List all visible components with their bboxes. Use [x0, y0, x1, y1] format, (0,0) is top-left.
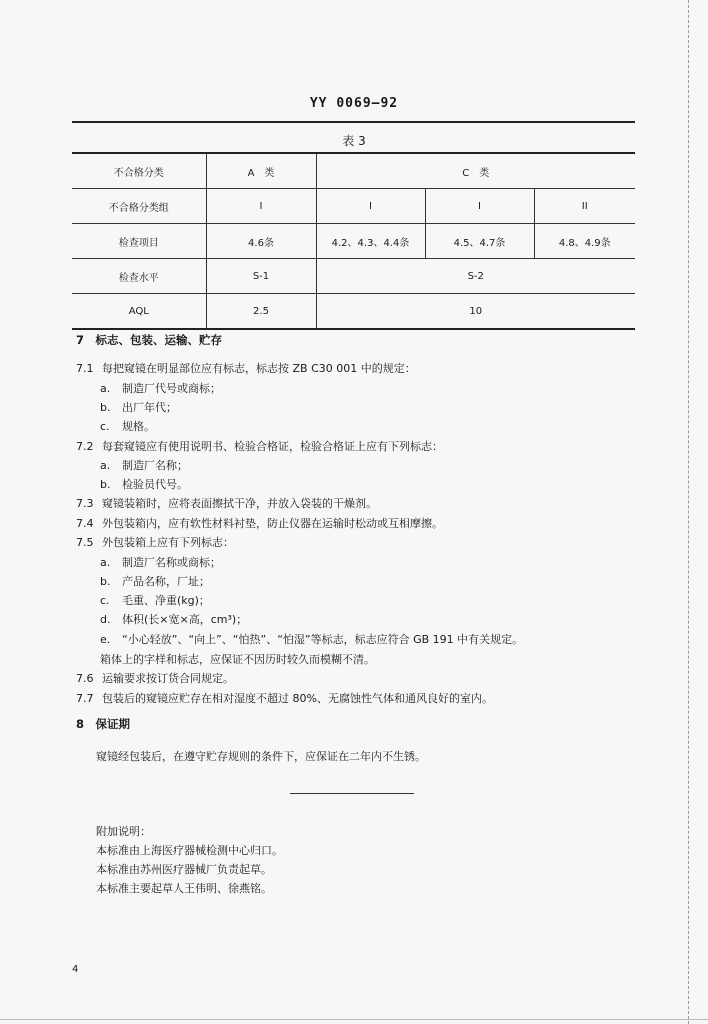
table-cell: 4.5、4.7条 [425, 224, 534, 259]
item-label: e. [100, 633, 111, 646]
clause-7-7 [76, 690, 493, 706]
list-item [100, 380, 221, 396]
clause-number: 7.2 [76, 440, 94, 453]
table-cell: 4.2、4.3、4.4条 [316, 224, 425, 259]
item-label: b. [100, 478, 111, 491]
bottom-rule [0, 1019, 708, 1020]
clause-7-2 [76, 438, 443, 454]
table-row [72, 224, 635, 259]
clause-7-5-note: 箱体上的字样和标志，应保证不因历时较久而模糊不清。 [100, 653, 375, 666]
table-cell: 10 [316, 294, 635, 330]
item-text: 制造厂代号或商标； [122, 382, 221, 395]
appendix-line: 本标准由苏州医疗器械厂负责起草。 [96, 863, 272, 876]
table-cell: A 类 [206, 153, 316, 189]
table-cell: 4.8、4.9条 [534, 224, 635, 259]
table-cell: 2.5 [206, 294, 316, 330]
list-item [100, 611, 247, 627]
list-item [100, 418, 155, 434]
table-cell: S-1 [206, 259, 316, 294]
item-text: 规格。 [122, 420, 155, 433]
table-cell: AQL [72, 294, 206, 330]
page-number: 4 [72, 964, 79, 975]
table-cell: S-2 [316, 259, 635, 294]
item-text: 制造厂名称； [122, 459, 188, 472]
item-label: c. [100, 594, 110, 607]
clause-text: 每套窥镜应有使用说明书、检验合格证，检验合格证上应有下列标志： [102, 440, 443, 453]
item-label: b. [100, 575, 111, 588]
list-item [100, 399, 177, 415]
section-8-text: 窥镜经包装后，在遵守贮存规则的条件下，应保证在二年内不生锈。 [96, 750, 426, 763]
item-label: b. [100, 401, 111, 414]
section-7-title: 7 标志、包装、运输、贮存 [76, 333, 223, 347]
item-label: c. [100, 420, 110, 433]
clause-text: 包装后的窥镜应贮存在相对湿度不超过 80%、无腐蚀性气体和通风良好的室内。 [102, 692, 493, 705]
page-edge-line [688, 0, 689, 1024]
clause-text: 每把窥镜在明显部位应有标志，标志按 ZB C30 001 中的规定： [102, 362, 416, 375]
clause-text: 窥镜装箱时，应将表面擦拭干净，并放入袋装的干燥剂。 [102, 497, 377, 510]
item-label: a. [100, 459, 111, 472]
table-row [72, 189, 635, 224]
table-row [72, 259, 635, 294]
list-item [100, 592, 210, 608]
section-8-title: 8 保证期 [76, 717, 131, 731]
table-row [72, 153, 635, 189]
header-rule [72, 121, 635, 123]
clause-number: 7.5 [76, 536, 94, 549]
item-text: “小心轻放”、“向上”、“怕热”、“怕湿”等标志，标志应符合 GB 191 中有关规定。 [122, 633, 524, 646]
standard-number: YY 0069—92 [309, 96, 399, 111]
clause-number: 7.6 [76, 672, 94, 685]
appendix-line: 本标准由上海医疗器械检测中心归口。 [96, 844, 283, 857]
table-cell: I [425, 189, 534, 224]
table-cell: 检查项目 [72, 224, 206, 259]
item-label: a. [100, 382, 111, 395]
table-caption: 表 3 [342, 134, 366, 148]
item-label: a. [100, 556, 111, 569]
item-text: 体积(长×宽×高，cm³)； [122, 613, 248, 626]
sampling-table [72, 152, 635, 330]
item-text: 制造厂名称或商标； [122, 556, 221, 569]
clause-7-6 [76, 670, 234, 686]
table-cell: I [206, 189, 316, 224]
clause-number: 7.3 [76, 497, 94, 510]
clause-number: 7.4 [76, 517, 94, 530]
clause-7-4 [76, 515, 443, 531]
table-cell: I [316, 189, 425, 224]
clause-text: 运输要求按订货合同规定。 [102, 672, 234, 685]
clause-7-3 [76, 495, 377, 511]
list-item [100, 554, 221, 570]
list-item [100, 476, 188, 492]
appendix-line: 本标准主要起草人王伟明、徐燕铭。 [96, 882, 272, 895]
item-text: 产品名称，厂址； [122, 575, 210, 588]
table-cell: 4.6条 [206, 224, 316, 259]
item-text: 出厂年代； [122, 401, 177, 414]
table-cell: 检查水平 [72, 259, 206, 294]
table-cell: 不合格分类 [72, 153, 206, 189]
item-text: 检验员代号。 [122, 478, 188, 491]
table-cell: C 类 [316, 153, 635, 189]
clause-text: 外包装箱上应有下列标志： [102, 536, 234, 549]
divider [290, 793, 414, 794]
clause-number: 7.1 [76, 362, 94, 375]
table-cell: II [534, 189, 635, 224]
clause-text: 外包装箱内，应有软性材料衬垫，防止仪器在运输时松动或互相摩擦。 [102, 517, 443, 530]
list-item [100, 631, 523, 647]
list-item [100, 457, 188, 473]
clause-7-1 [76, 360, 416, 376]
item-label: d. [100, 613, 111, 626]
list-item [100, 573, 210, 589]
appendix-title: 附加说明： [96, 825, 151, 838]
table-row [72, 294, 635, 330]
item-text: 毛重、净重(kg)； [122, 594, 210, 607]
clause-number: 7.7 [76, 692, 94, 705]
clause-7-5 [76, 534, 234, 550]
table-cell: 不合格分类组 [72, 189, 206, 224]
